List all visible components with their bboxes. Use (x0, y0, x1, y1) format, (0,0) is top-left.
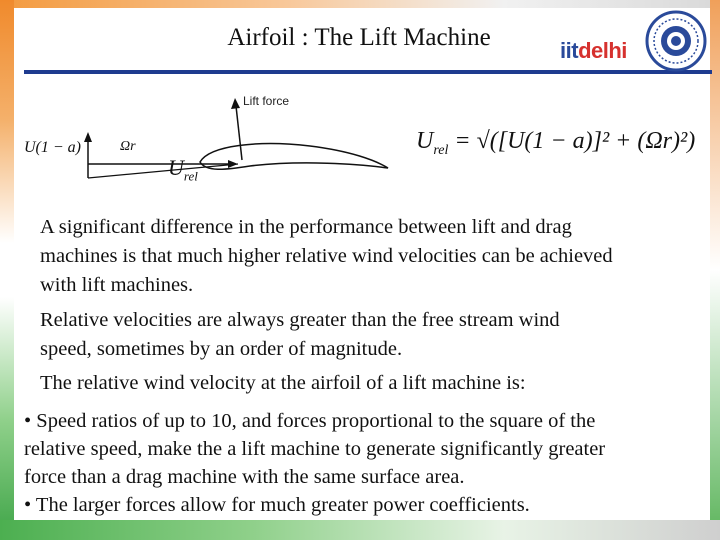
paragraph-line-5: speed, sometimes by an order of magnitude. (40, 338, 403, 360)
title-underline (24, 70, 712, 74)
lift-force-label: Lift force (243, 94, 290, 108)
relative-velocity-formula: $U_{rel} = √([U(1 - a)]^2 + (\Omega r)^2)$ (416, 128, 696, 158)
bullet-line-2: relative speed, make the a lift machine to generate significantly greater (24, 438, 606, 460)
lift-force-arrowhead (231, 98, 240, 109)
u-axial-arrowhead (84, 132, 92, 142)
slide-title: Airfoil : The Lift Machine (227, 24, 491, 51)
paragraph-line-1: A significant difference in the performance between lift and drag (40, 216, 572, 238)
frame-left-band (0, 0, 14, 540)
urel-label: $U_{rel}$ (168, 155, 198, 184)
paragraph-line-4: Relative velocities are always greater than the free stream wind (40, 309, 560, 331)
frame-top-band (0, 0, 720, 8)
lift-force-arrow-line (236, 106, 242, 160)
bullet-line-3: force than a drag machine with the same surface area. (24, 466, 465, 488)
institute-logo-text: iitdelhi (560, 38, 627, 63)
bullet-line-4: • The larger forces allow for much greater power coefficients. (24, 494, 530, 516)
urel-arrow-line (88, 164, 238, 178)
paragraph-line-6: The relative wind velocity at the airfoil of a lift machine is: (40, 372, 526, 394)
paragraph-line-3: with lift machines. (40, 274, 194, 296)
u-axial-label: U(1 − a) (24, 139, 82, 156)
paragraph-line-2: machines is that much higher relative wind velocities can be achieved (40, 245, 613, 267)
omega-r-label: Ωr (120, 139, 136, 154)
frame-right-band (710, 0, 720, 540)
institute-emblem-icon (645, 10, 707, 72)
frame-bottom-band (0, 520, 720, 540)
bullet-line-1: • Speed ratios of up to 10, and forces proportional to the square of the (24, 410, 596, 432)
